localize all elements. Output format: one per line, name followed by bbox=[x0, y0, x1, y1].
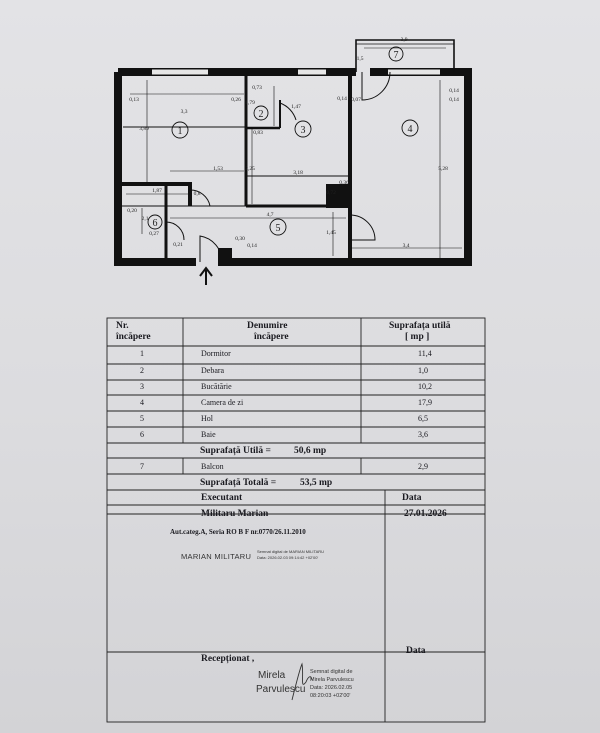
total-area-value: 53,5 mp bbox=[300, 478, 333, 488]
dim-label: 0,14 bbox=[337, 96, 347, 102]
dim-label: 0,13 bbox=[129, 97, 139, 103]
room-name: Baie bbox=[201, 430, 216, 439]
signature-line: Data: 2026.02.03 09:14:42 +02'00' bbox=[257, 555, 319, 560]
dim-label: 0,36 bbox=[339, 180, 349, 186]
room-number-7: 7 bbox=[393, 50, 399, 61]
room-area: 6,5 bbox=[418, 414, 428, 423]
dim-label: 0,30 bbox=[235, 236, 245, 242]
dim-label: 0,26 bbox=[231, 97, 241, 103]
room-area: 10,2 bbox=[418, 382, 432, 391]
header-suprafata: Suprafața utilă bbox=[389, 321, 451, 331]
room-nr: 2 bbox=[140, 366, 144, 375]
dim-label: 1,5 bbox=[356, 56, 364, 62]
useful-area-value: 50,6 mp bbox=[294, 446, 327, 456]
dim-label: 0,73 bbox=[252, 85, 262, 91]
room-name: Balcon bbox=[201, 462, 224, 471]
receptionat-label: Recepționat , bbox=[201, 654, 255, 664]
signer-last-name: Parvulescu bbox=[256, 684, 306, 695]
entrance-arrow-icon bbox=[200, 268, 212, 285]
dim-label: 3,89 bbox=[139, 126, 149, 132]
area-table-grid bbox=[107, 318, 485, 722]
dim-label: 3,18 bbox=[293, 170, 303, 176]
signature-line: Data: 2026.02.05 bbox=[310, 685, 353, 691]
signature-line: Semnat digital de bbox=[310, 669, 353, 675]
header-suprafata-unit: [ mp ] bbox=[405, 332, 430, 342]
useful-area-label: Suprafață Utilă = bbox=[200, 446, 271, 456]
room-number-1: 1 bbox=[177, 126, 183, 137]
room-nr: 5 bbox=[140, 414, 144, 423]
dim-label: 0,8 bbox=[193, 191, 201, 197]
header-nr-2: încăpere bbox=[116, 332, 151, 342]
dim-label: 1,79 bbox=[245, 100, 255, 106]
dim-label: 3,9 bbox=[400, 37, 408, 43]
date-label: Data bbox=[402, 493, 422, 503]
executant-date: 27.01.2026 bbox=[404, 509, 447, 519]
room-number-6: 6 bbox=[152, 218, 158, 229]
room-name: Camera de zi bbox=[201, 398, 244, 407]
dim-label: 0,72 bbox=[326, 190, 336, 196]
room-nr: 6 bbox=[140, 430, 144, 439]
room-nr: 1 bbox=[140, 349, 144, 358]
room-number-5: 5 bbox=[275, 223, 281, 234]
room-number-3: 3 bbox=[300, 125, 306, 136]
dim-label: 0,27 bbox=[149, 231, 159, 237]
room-area: 11,4 bbox=[418, 349, 432, 358]
digital-signature-stamp-2 bbox=[310, 668, 354, 700]
room-area: 3,6 bbox=[418, 430, 428, 439]
room-number-4: 4 bbox=[407, 124, 413, 135]
dim-label: 3,4 bbox=[402, 243, 410, 249]
header-denumire-2: încăpere bbox=[254, 332, 289, 342]
room-nr: 3 bbox=[140, 382, 144, 391]
signer-name: MARIAN MILITARU bbox=[181, 552, 252, 561]
dim-label: 0,07 bbox=[351, 97, 361, 103]
signature-line: 08:20:03 +02'00' bbox=[310, 693, 351, 699]
room-nr: 7 bbox=[140, 462, 144, 471]
room-number-2: 2 bbox=[258, 109, 264, 120]
executant-name: Militaru Marian bbox=[201, 509, 269, 519]
dim-label: 0,83 bbox=[253, 130, 263, 136]
dim-label: 0,21 bbox=[173, 242, 183, 248]
dim-label: 2,1 bbox=[141, 216, 149, 222]
dim-label: 0,14 bbox=[247, 243, 257, 249]
dim-label: 5,28 bbox=[438, 166, 448, 172]
dim-label: 1,53 bbox=[213, 166, 223, 172]
dim-label: 0,20 bbox=[127, 208, 137, 214]
room-area: 2,9 bbox=[418, 462, 428, 471]
dim-label: 0,14 bbox=[449, 88, 459, 94]
date-label-2: Data bbox=[406, 646, 426, 656]
room-name: Hol bbox=[201, 414, 213, 423]
dim-label: 0,14 bbox=[449, 97, 459, 103]
room-nr: 4 bbox=[140, 398, 144, 407]
room-area: 1,0 bbox=[418, 366, 428, 375]
signer-first-name: Mirela bbox=[258, 670, 286, 681]
executant-label: Executant bbox=[201, 493, 243, 503]
dim-label: 1,47 bbox=[291, 104, 301, 110]
dim-label: 1,45 bbox=[326, 230, 336, 236]
digital-signature-stamp bbox=[257, 549, 324, 561]
room-area: 17,9 bbox=[418, 398, 432, 407]
dim-label: 1,87 bbox=[152, 188, 162, 194]
dim-label: 4,7 bbox=[266, 212, 274, 218]
authorization-text: Aut.categ.A, Seria RO B F nr.0770/26.11.2010 bbox=[170, 528, 306, 536]
signature-line: Semnat digital de MARIAN MILITARU bbox=[257, 549, 325, 554]
dim-label: 3,3 bbox=[180, 109, 188, 115]
header-denumire: Denumire bbox=[247, 321, 288, 331]
room-name: Bucătărie bbox=[201, 382, 232, 391]
dim-label: 2,25 bbox=[245, 166, 255, 172]
signature-line: Mirela Parvulescu bbox=[310, 677, 354, 683]
room-name: Dormitor bbox=[201, 349, 231, 358]
total-area-label: Suprafață Totală = bbox=[200, 478, 277, 488]
room-name: Debara bbox=[201, 366, 225, 375]
header-nr: Nr. bbox=[116, 321, 129, 331]
